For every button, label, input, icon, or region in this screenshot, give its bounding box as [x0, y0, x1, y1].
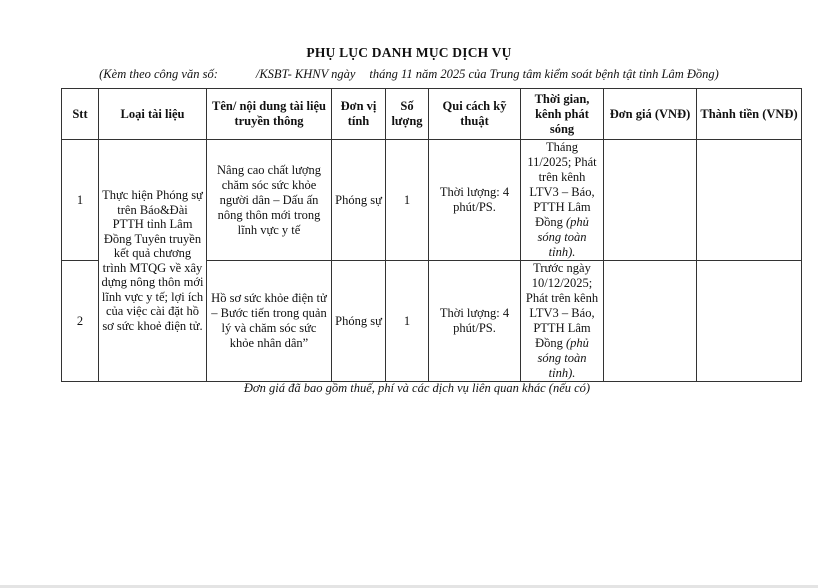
subtitle-part3: tháng 11 năm 2025 của Trung tâm kiểm soát bệnh tật tỉnh Lâm Đồng) — [369, 67, 719, 81]
header-stt: Stt — [62, 89, 99, 140]
header-so-luong: Số lượng — [386, 89, 429, 140]
cell-don-gia — [604, 140, 697, 261]
header-don-vi: Đơn vị tính — [332, 89, 386, 140]
header-loai: Loại tài liệu — [99, 89, 207, 140]
subtitle-part1: (Kèm theo công văn số: — [99, 67, 218, 81]
header-thanh-tien: Thành tiền (VNĐ) — [697, 89, 802, 140]
price-note: Đơn giá đã bao gồm thuế, phí và các dịch vụ liên quan khác (nếu có) — [243, 381, 591, 395]
cell-ten: Hồ sơ sức khỏe điện tử – Bước tiến trong quản lý và chăm sóc sức khỏe nhân dân” — [207, 261, 332, 382]
thoi-gian-text: Tháng 11/2025; Phát trên kênh LTV3 – Báo, PTTH Lâm Đồng — [527, 140, 597, 229]
table-row — [62, 140, 802, 261]
header-don-gia: Đơn giá (VNĐ) — [604, 89, 697, 140]
document-subtitle — [0, 67, 818, 82]
subtitle-part2: /KSBT- KHNV ngày — [255, 67, 356, 81]
header-qui-cach: Qui cách kỹ thuật — [429, 89, 521, 140]
thoi-gian-note: (phủ sóng toàn tỉnh). — [537, 336, 589, 380]
document-title: PHỤ LỤC DANH MỤC DỊCH VỤ — [306, 45, 512, 60]
thoi-gian-text: Trước ngày 10/12/2025; Phát trên kênh LTV3 – Báo, PTTH Lâm Đồng — [525, 261, 599, 350]
cell-thoi-gian — [521, 140, 604, 261]
service-table — [61, 88, 802, 382]
cell-ten: Nâng cao chất lượng chăm sóc sức khỏe người dân – Dấu ấn nông thôn mới trong lĩnh vực y tế — [207, 140, 332, 261]
cell-qui-cach: Thời lượng: 4 phút/PS. — [429, 140, 521, 261]
thoi-gian-note: (phủ sóng toàn tỉnh). — [537, 215, 589, 259]
cell-stt: 1 — [62, 140, 99, 261]
cell-don-gia — [604, 261, 697, 382]
cell-thoi-gian — [521, 261, 604, 382]
cell-so-luong: 1 — [386, 261, 429, 382]
cell-thanh-tien — [697, 261, 802, 382]
cell-thanh-tien — [697, 140, 802, 261]
header-thoi-gian: Thời gian, kênh phát sóng — [521, 89, 604, 140]
header-ten: Tên/ nội dung tài liệu truyền thông — [207, 89, 332, 140]
cell-qui-cach: Thời lượng: 4 phút/PS. — [429, 261, 521, 382]
cell-don-vi: Phóng sự — [332, 140, 386, 261]
cell-so-luong: 1 — [386, 140, 429, 261]
table-header-row — [62, 89, 802, 140]
cell-stt: 2 — [62, 261, 99, 382]
cell-loai-merged: Thực hiện Phóng sự trên Báo&Đài PTTH tỉnh Lâm Đồng Tuyên truyền kết quả chương trình MTQG về xây dựng nông thôn mới lĩnh vực y tế; lợi ích của việc cài đặt hồ sơ sức khoẻ điện tử. — [99, 140, 207, 382]
cell-don-vi: Phóng sự — [332, 261, 386, 382]
